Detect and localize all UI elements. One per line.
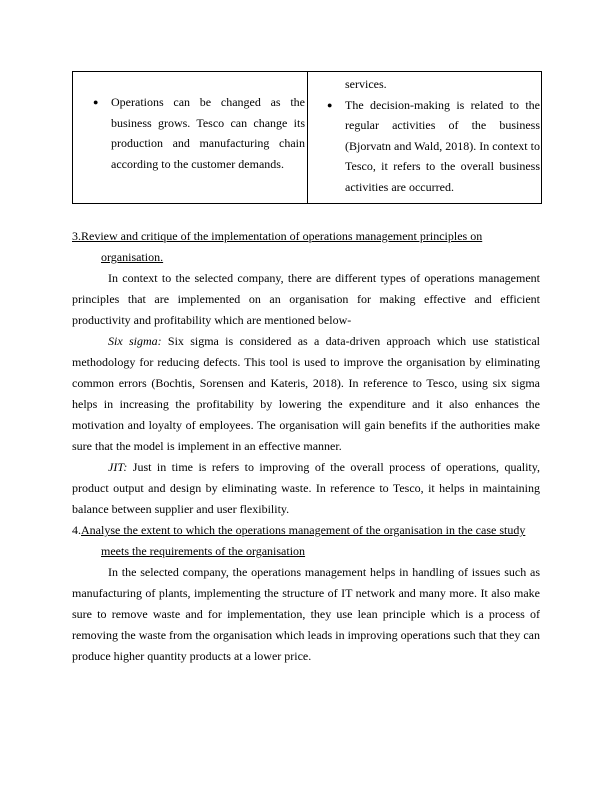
right-continuation-text: services.: [345, 77, 387, 91]
section-3-heading-line1: Review and critique of the implementation of operations management principles on: [81, 229, 483, 243]
jit-text: Just in time is refers to improving of the overall process of operations, quality, product output and design by eliminating waste. In reference to Tesco, it helps in maintaining balance between supplier and user flexibility.: [72, 460, 540, 516]
section-3-heading: [72, 226, 540, 247]
table-cell-left: [73, 72, 307, 174]
six-sigma-paragraph: [72, 331, 540, 457]
section-3-heading-line2: organisation.: [101, 250, 164, 264]
section-3-number: 3.: [72, 229, 81, 243]
section-4-heading: [72, 520, 540, 541]
section-4-paragraph: In the selected company, the operations management helps in handling of issues such as manufacturing of plants, implementing the structure of IT network and many more. It also make sure to remove waste and for implementation, they use lean principle which is a process of removing the waste from the organisation which leads in improving operations such that they can produce higher quantity products at a lower price.: [72, 565, 540, 663]
section-4-heading-line1: Analyse the extent to which the operations management of the organisation in the case study: [81, 523, 526, 537]
section-4-number: 4.: [72, 523, 81, 537]
six-sigma-text: Six sigma is considered as a data-driven approach which use statistical methodology for reducing defects. This tool is used to improve the organisation by eliminating common errors (Bochtis, Sorensen and Kateris, 2018). In reference to Tesco, using six sigma helps in increasing the profitability by lowering the expenditure and it also enhances the motivation and loyalty of employees. The organisation will gain benefits if the authorities make sure that the model is implement in an effective manner.: [72, 334, 541, 453]
section-3-intro: In context to the selected company, there are different types of operations management principles that are implemented on an organisation for making effective and efficient productivity and profitability which are mentioned below-: [72, 271, 540, 327]
left-bullet-text: Operations can be changed as the business grows. Tesco can change its production and manufacturing chain according to the customer demands.: [111, 95, 305, 171]
section-3: [72, 226, 540, 520]
jit-label: JIT:: [108, 460, 128, 474]
table-cell-right: [308, 72, 542, 197]
comparison-table: [72, 71, 542, 204]
section-4-heading-line2: meets the requirements of the organisation: [101, 544, 306, 558]
list-item: [93, 92, 307, 174]
right-bullet-text: The decision-making is related to the regular activities of the business (Bjorvatn and Wald, 2018). In context to Tesco, it refers to the overall business activities are occurred.: [345, 97, 540, 194]
six-sigma-label: Six sigma:: [108, 334, 162, 348]
section-4: [72, 520, 540, 667]
bullet-icon: ●: [327, 99, 333, 110]
jit-paragraph: [72, 457, 540, 520]
list-item: [327, 95, 542, 198]
bullet-icon: ●: [93, 97, 99, 107]
